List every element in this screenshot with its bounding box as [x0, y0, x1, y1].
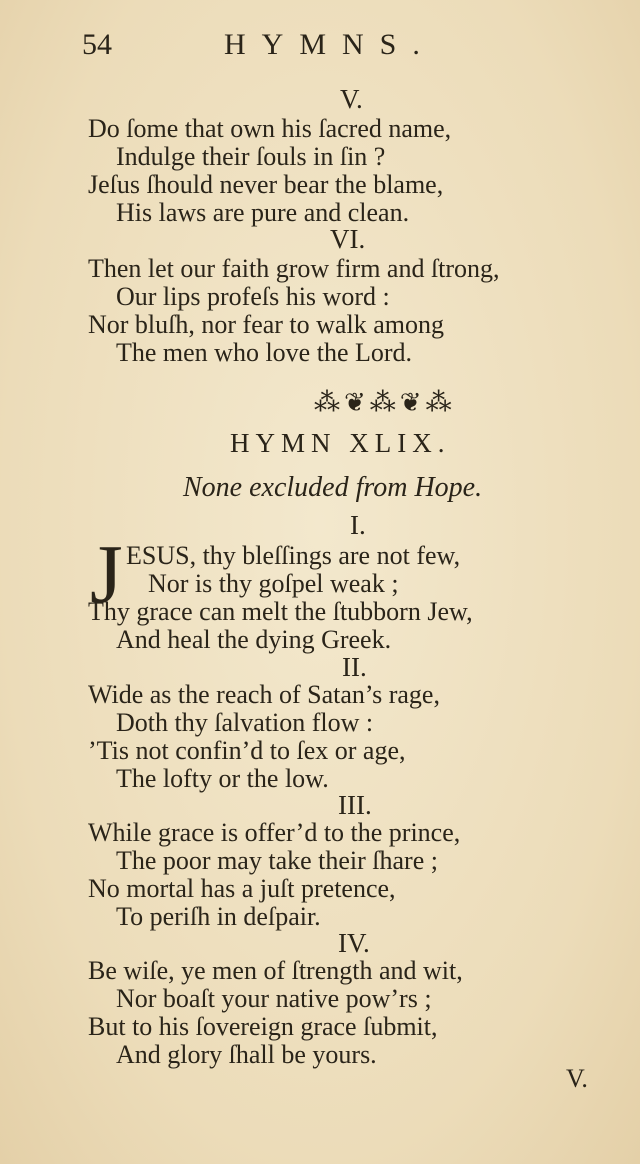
verse-line: Nor bluſh, nor fear to walk among — [88, 310, 444, 339]
verse-line: His laws are pure and clean. — [116, 198, 410, 227]
page-number: 54 — [82, 28, 112, 61]
verse-line: Doth thy ſalvation flow : — [116, 708, 374, 737]
verse-line: And heal the dying Greek. — [116, 625, 392, 654]
drop-cap: J — [90, 528, 123, 621]
verse-line: Then let our faith grow firm and ſtrong, — [88, 254, 500, 283]
verse-line: The poor may take their ſhare ; — [116, 846, 438, 875]
verse-line: Do ſome that own his ſacred name, — [88, 114, 452, 143]
verse-line: Nor boaſt your native pow’rs ; — [116, 984, 432, 1013]
verse-line: Nor is thy goſpel weak ; — [148, 569, 399, 598]
verse-numeral: VI. — [330, 224, 366, 254]
verse-line: Wide as the reach of Satan’s rage, — [88, 680, 440, 709]
page-header — [82, 28, 502, 68]
verse-line: ’Tis not confin’d to ſex or age, — [88, 736, 406, 765]
verse-numeral: I. — [350, 510, 366, 540]
verse-line: The men who love the Lord. — [116, 338, 413, 367]
verse-line: Indulge their ſouls in ſin ? — [116, 142, 386, 171]
verse-line: But to his ſovereign grace ſubmit, — [88, 1012, 438, 1041]
ornament-divider: ⁂❦⁂❦⁂ — [314, 388, 456, 417]
verse-line: The lofty or the low. — [116, 764, 329, 793]
verse-numeral: III. — [338, 790, 372, 820]
verse-numeral: V. — [340, 84, 363, 114]
verse-line: Thy grace can melt the ſtubborn Jew, — [88, 597, 473, 626]
verse-line: And glory ſhall be yours. — [116, 1040, 377, 1069]
catchword: V. — [566, 1064, 588, 1093]
running-title: HYMNS. — [224, 28, 436, 61]
verse-numeral: IV. — [338, 928, 370, 958]
verse-line: Jeſus ſhould never bear the blame, — [88, 170, 444, 199]
verse-line: No mortal has a juſt pretence, — [88, 874, 396, 903]
verse-line: ESUS, thy bleſſings are not few, — [126, 541, 461, 570]
verse-line: Be wiſe, ye men of ſtrength and wit, — [88, 956, 463, 985]
hymn-subtitle: None excluded from Hope. — [183, 472, 483, 503]
verse-line: While grace is offer’d to the prince, — [88, 818, 461, 847]
verse-line: To periſh in deſpair. — [116, 902, 321, 931]
verse-line: Our lips profeſs his word : — [116, 282, 390, 311]
verse-numeral: II. — [342, 652, 367, 682]
hymn-title: HYMN XLIX. — [230, 428, 451, 458]
